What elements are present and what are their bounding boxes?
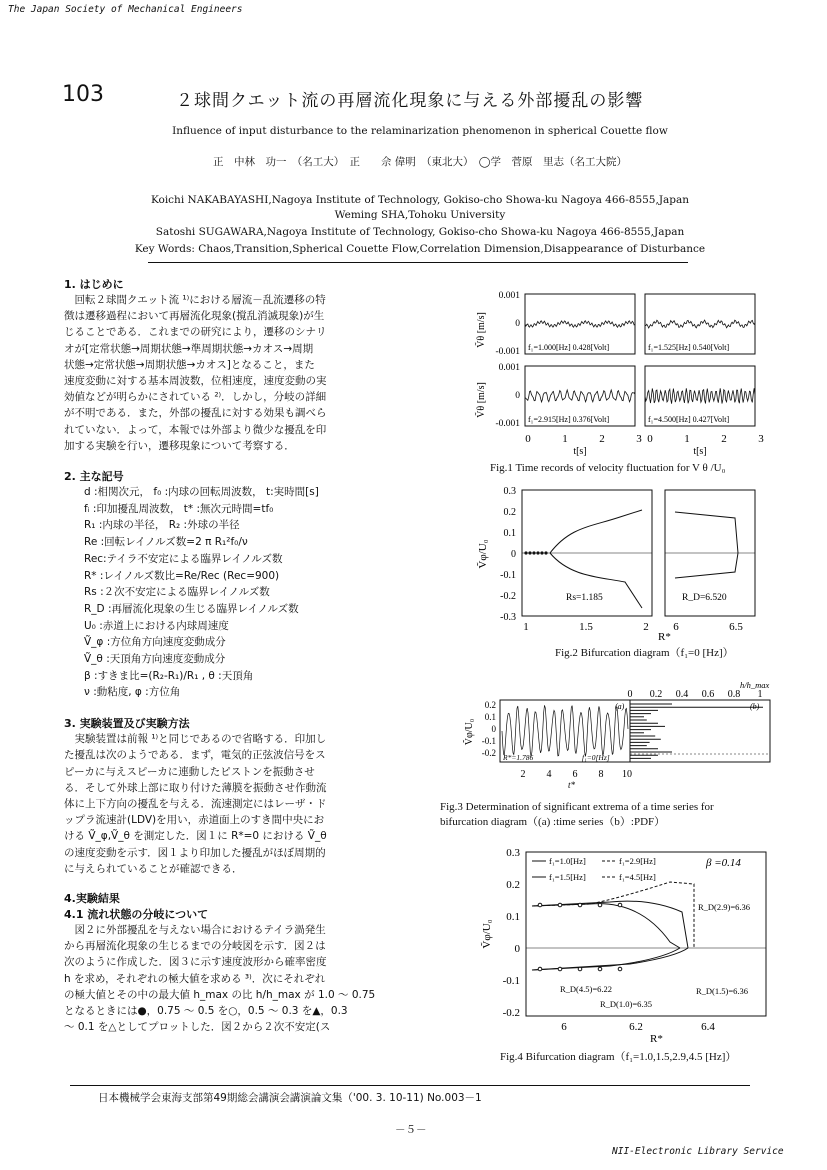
- fig3-y-tick-label: 0.2: [484, 700, 496, 710]
- fig1-panel-label: f₁=1.525[Hz] 0.540[Volt]: [648, 343, 730, 352]
- fig1-x-axis-label: t[s]: [693, 446, 707, 457]
- fig3-r-annotation: R*=1.786: [503, 753, 534, 762]
- section-4-line: 次のように作成した．図３に示す速度波形から確率密度: [64, 956, 327, 969]
- symbol-definition: ν :動粘度, φ :方位角: [84, 686, 181, 699]
- fig4-beta-label: β =0.14: [706, 857, 741, 869]
- symbol-definition: Re :回転レイノルズ数=2 π R₁²f₀/ν: [84, 536, 248, 549]
- footer-rule: [70, 1085, 750, 1086]
- fig3-y-tick-label: -0.2: [481, 748, 496, 758]
- fig3-time-series-line: [502, 705, 628, 756]
- section-1-line: 状態→定常状態→周期状態→カオス]となること，また: [64, 358, 315, 371]
- fig1-x-tick-label: 0: [647, 433, 653, 445]
- fig4-y-tick-label: 0: [514, 943, 520, 955]
- section-1-line: 加する実験を行い，遷移現象について考察する．: [64, 439, 295, 452]
- fig4-x-tick-label: 6.4: [701, 1021, 715, 1033]
- fig4-curve-5: [532, 948, 688, 970]
- fig1-panel-label: f₁=2.915[Hz] 0.376[Volt]: [528, 415, 610, 424]
- fig1-caption: Fig.1 Time records of velocity fluctuation for V θ /U₀: [490, 462, 726, 474]
- section-4-line: 図２に外部擾乱を与えない場合におけるテイラ渦発生: [64, 924, 326, 936]
- section-4-line: から再層流化現象の生じるまでの分岐図を示す．図２は: [64, 940, 326, 953]
- fig2-data-point: [536, 551, 539, 554]
- fig3-top-tick-label: 0: [627, 689, 633, 700]
- fig3-x-axis-label: t*: [568, 780, 576, 790]
- section-3-heading: 3. 実験装置及び実験方法: [64, 717, 190, 731]
- section-3-line: ける Ṽ_φ,Ṽ_θ を測定した．図１に R*=0 における Ṽ_θ: [64, 830, 327, 843]
- fig3-top-axis-label: h/h_max: [740, 680, 770, 690]
- fig4-rd-10-annotation: R_D(1.0)=6.35: [600, 999, 653, 1009]
- fig1-plot: [470, 282, 790, 462]
- fig2-x-axis-label: R*: [658, 631, 671, 643]
- section-2-symbols: [64, 484, 414, 701]
- paper-number: 103: [62, 82, 104, 107]
- fig3-f-annotation: f₁=0[Hz]: [582, 753, 610, 762]
- fig4-y-tick-label: -0.1: [502, 975, 520, 987]
- fig4-caption: Fig.4 Bifurcation diagram（f₁=1.0,1.5,2.9,4.5 [Hz]）: [500, 1051, 737, 1063]
- fig4-data-point: [558, 967, 562, 971]
- fig4-y-axis-label: Ṽφ/U₀: [481, 919, 493, 949]
- fig3-x-tick-label: 2: [520, 769, 526, 780]
- fig4-legend-entry: f₁=4.5[Hz]: [619, 872, 656, 882]
- fig4-data-point: [558, 903, 562, 907]
- fig3-x-tick-label: 8: [598, 769, 604, 780]
- section-4-1-heading: 4.1 流れ状態の分岐について: [64, 908, 209, 921]
- fig2-rd-annotation: R_D=6.520: [682, 593, 727, 603]
- section-3-line: 体に上下方向の擾乱を与える．流速測定にはレーザ・ド: [64, 797, 327, 810]
- fig4-rd-29-annotation: R_D(2.9)=6.36: [698, 902, 751, 912]
- fig2-data-point: [540, 551, 543, 554]
- fig3-caption-line1: Fig.3 Determination of significant extrema of a time series for: [440, 801, 714, 813]
- fig2-data-point: [544, 551, 547, 554]
- fig2-y-tick-label: -0.1: [500, 570, 516, 581]
- fig4-data-point: [578, 903, 582, 907]
- fig2-data-point: [528, 551, 531, 554]
- section-4-body: [64, 922, 414, 1035]
- fig3-caption-line2: bifurcation diagram（(a) :time series（b）:PDF）: [440, 816, 666, 828]
- fig4-data-point: [538, 903, 542, 907]
- proceedings-line: 日本機械学会東海支部第49期総会講演会講演論文集（'00. 3. 10-11) No.003－1: [98, 1092, 482, 1104]
- fig4-y-tick-label: 0.1: [506, 911, 520, 923]
- fig4-plot: [470, 842, 790, 1047]
- fig1-series-line: [525, 321, 635, 328]
- fig1-x-tick-label: 1: [684, 433, 690, 445]
- symbol-definition: Ṽ_φ :方位角方向速度変動成分: [84, 636, 226, 649]
- fig2-rs-annotation: Rs=1.185: [566, 593, 603, 603]
- fig4-data-point: [618, 903, 622, 907]
- fig3-top-tick-label: 0.2: [649, 689, 663, 700]
- fig4-legend-entry: f₁=2.9[Hz]: [619, 856, 656, 866]
- fig4-x-axis-label: R*: [650, 1033, 663, 1045]
- fig1-x-tick-label: 3: [758, 433, 764, 445]
- left-column: [64, 276, 414, 1035]
- paper-title-jp: ２球間クエット流の再層流化現象に与える外部擾乱の影響: [176, 91, 644, 111]
- fig4-data-point: [618, 967, 622, 971]
- fig3-top-tick-label: 0.8: [727, 689, 741, 700]
- fig4-rd-45-annotation: R_D(4.5)=6.22: [560, 984, 613, 994]
- fig3-x-tick-label: 6: [572, 769, 578, 780]
- section-3-line: ップラ流速計(LDV)を用い，赤道面上のすき間中央にお: [64, 814, 325, 827]
- fig1-x-tick-label: 3: [636, 433, 642, 445]
- symbol-definition: β :すきま比=(R₂-R₁)/R₁ , θ :天頂角: [84, 669, 254, 682]
- section-4-heading: 4.実験結果: [64, 892, 120, 905]
- fig4-curve-3: [532, 882, 694, 948]
- fig4-data-point: [538, 967, 542, 971]
- fig2-y-tick-label: 0: [511, 549, 516, 560]
- fig3-top-tick-label: 0.6: [701, 689, 715, 700]
- symbol-definition: R* :レイノルズ数比=Re/Rec (Rec=900): [84, 569, 280, 582]
- fig3-plot: [460, 680, 780, 800]
- fig2-y-tick-label: -0.3: [500, 612, 516, 623]
- symbol-definition: Ṽ_θ :天頂角方向速度変動成分: [84, 653, 226, 666]
- fig3-x-tick-label: 10: [622, 769, 632, 780]
- fig1-series-line: [525, 390, 635, 402]
- fig2-caption: Fig.2 Bifurcation diagram（f₁=0 [Hz]）: [555, 647, 734, 659]
- affiliation-1: Koichi NAKABAYASHI,Nagoya Institute of Technology, Gokiso-cho Showa-ku Nagoya 466-8555,Japan: [150, 194, 690, 206]
- fig3-frame-pdf: [630, 700, 770, 762]
- fig2-x-tick-label: 1.5: [579, 621, 593, 633]
- section-3-line: に与えられていることが確認できる．: [64, 862, 243, 875]
- affiliation-3: Satoshi SUGAWARA,Nagoya Institute of Technology, Gokiso-cho Showa-ku Nagoya 466-8555,Japan: [155, 226, 685, 238]
- section-1-line: オが[定常状態→周期状態→準周期状態→カオス→周期: [64, 342, 314, 355]
- fig4-x-tick-label: 6: [561, 1021, 567, 1033]
- nii-footer: NII-Electronic Library Service: [612, 1146, 784, 1157]
- section-4-line: ～ 0.1 を△としてプロットした．図２から２次不安定(ス: [64, 1021, 331, 1034]
- fig2-y-tick-label: -0.2: [500, 591, 516, 602]
- fig1-x-tick-label: 2: [599, 433, 605, 445]
- fig2-x-tick-label: 6.5: [729, 621, 743, 633]
- section-1-line: 効値などが明らかにされている ²⁾．しかし，分岐の詳細: [64, 391, 327, 404]
- fig2-upper-branch: [550, 510, 642, 553]
- fig1-y-axis-label: Ṽθ [m/s]: [476, 312, 487, 348]
- section-3-line: の速度変動を示す．図１より印加した擾乱がほぼ周期的: [64, 846, 326, 859]
- fig4-rd-15-annotation: R_D(1.5)=6.36: [696, 986, 749, 996]
- fig3-x-tick-label: 4: [546, 769, 552, 780]
- section-1-line: じることである．これまでの研究により，遷移のシナリ: [64, 326, 327, 339]
- fig1-y-tick-label: -0.001: [495, 347, 520, 357]
- symbol-definition: fᵢ :印加擾乱周波数， t* :無次元時間=tf₀: [84, 502, 274, 515]
- fig1-y-tick-label: 0.001: [498, 363, 520, 373]
- fig1-series-line: [645, 388, 755, 403]
- title-rule: [148, 262, 688, 263]
- fig2-x-tick-label: 6: [673, 621, 679, 633]
- section-3-line: 実験装置は前報 ¹⁾と同じであるので省略する．印加し: [64, 733, 327, 746]
- fig4-curve-1: [532, 904, 680, 948]
- section-1-line: が不明である．また，外部の擾乱に対する効果も調べら: [64, 407, 327, 420]
- section-3-line: ピーカに与えスピーカに連動したピストンを振動させ: [64, 765, 315, 778]
- authors-jp: 正 中林 功一 （名工大） 正 佘 偉明 （東北大） ◯学 菅原 里志（名工大院）: [212, 156, 628, 168]
- section-4-line: h を求め，それぞれの極大値を求める ³⁾．次にそれぞれ: [64, 972, 326, 985]
- fig4-legend-entry: f₁=1.5[Hz]: [549, 872, 586, 882]
- section-3-line: た擾乱は次のようである．まず，電気的正弦波信号をス: [64, 749, 326, 762]
- affiliation-2: Weming SHA,Tohoku University: [334, 209, 506, 221]
- section-3-line: る．そして外球上部に取り付けた薄膜を振動させ作動流: [64, 781, 327, 794]
- fig1-y-tick-label: 0.001: [498, 291, 520, 301]
- fig3-y-tick-label: 0.1: [484, 712, 496, 722]
- fig2-data-point: [524, 551, 527, 554]
- symbol-definition: d :相関次元， f₀ :内球の回転周波数， t:実時間[s]: [84, 486, 319, 499]
- section-1-line: れていない．よって，本報では外部より微少な擾乱を印: [64, 423, 327, 436]
- fig1-x-tick-label: 0: [525, 433, 531, 445]
- fig3-y-tick-label: -0.1: [481, 736, 496, 746]
- symbol-definition: Rs :２次不安定による臨界レイノルズ数: [84, 586, 270, 599]
- fig1-panel-label: f₁=4.500[Hz] 0.427[Volt]: [648, 415, 730, 424]
- section-1-line: 徴は遷移過程において再層流化現象(撹乱消滅現象)が生: [64, 310, 325, 323]
- fig2-y-tick-label: 0.1: [503, 528, 516, 539]
- fig3-top-tick-label: 1: [757, 689, 763, 700]
- paper-title-en: Influence of input disturbance to the relaminarization phenomenon in spherical Couette flow: [172, 125, 668, 137]
- fig2-plot: [470, 482, 790, 648]
- fig4-y-tick-label: 0.2: [506, 879, 520, 891]
- section-1-heading: 1. はじめに: [64, 278, 124, 291]
- fig2-lower-branch-right: [675, 553, 738, 578]
- section-1-body: [64, 292, 414, 454]
- fig4-legend-entry: f₁=1.0[Hz]: [549, 856, 586, 866]
- section-4-line: の極大値とその中の最大値 h_max の比 h/h_max が 1.0 ～ 0.75: [64, 988, 376, 1001]
- fig3-y-tick-label: 0: [491, 724, 496, 734]
- section-1-line: 回転２球間クエット流 ¹⁾における層流－乱流遷移の特: [64, 294, 326, 306]
- section-2-heading: 2. 主な記号: [64, 470, 124, 484]
- fig1-y-tick-label: 0: [515, 391, 520, 401]
- fig3-panel-b-label: (b): [750, 702, 760, 711]
- fig1-x-tick-label: 1: [562, 433, 568, 445]
- fig1-y-tick-label: 0: [515, 319, 520, 329]
- section-4-line: となるときには●，0.75 ～ 0.5 を○，0.5 ～ 0.3 を▲，0.3: [64, 1005, 348, 1018]
- page-number: －５－: [395, 1124, 427, 1136]
- fig2-data-point: [532, 551, 535, 554]
- fig2-x-tick-label: 2: [643, 621, 649, 633]
- fig2-y-axis-label: Ṽφ/U₀: [477, 539, 489, 569]
- section-1-line: 速度変動に対する基本周波数，位相速度，速度変動の実: [64, 375, 327, 388]
- fig4-y-tick-label: 0.3: [506, 847, 520, 859]
- fig1-panel-label: f₁=1.000[Hz] 0.428[Volt]: [528, 343, 610, 352]
- fig4-y-tick-label: -0.2: [502, 1007, 520, 1019]
- keywords: Key Words: Chaos,Transition,Spherical Couette Flow,Correlation Dimension,Disappearance of Disturbance: [134, 243, 706, 255]
- symbol-definition: R_D :再層流化現象の生じる臨界レイノルズ数: [84, 602, 299, 615]
- society-header: The Japan Society of Mechanical Engineers: [8, 4, 243, 15]
- fig2-y-tick-label: 0.2: [503, 507, 516, 518]
- fig3-panel-a-label: (a): [615, 702, 625, 711]
- fig2-y-tick-label: 0.3: [503, 486, 516, 497]
- fig4-x-tick-label: 6.2: [629, 1021, 643, 1033]
- fig1-y-axis-label: Ṽθ [m/s]: [476, 382, 487, 418]
- fig2-x-tick-label: 1: [523, 621, 529, 633]
- fig4-curve-2: [532, 901, 688, 948]
- fig4-data-point: [598, 903, 602, 907]
- fig1-series-line: [645, 320, 755, 328]
- section-3-body: [64, 731, 414, 877]
- fig2-upper-branch-right: [675, 512, 738, 553]
- fig1-x-axis-label: t[s]: [573, 446, 587, 457]
- symbol-definition: U₀ :赤道上における内球周速度: [84, 619, 229, 632]
- fig3-top-tick-label: 0.4: [675, 689, 689, 700]
- symbol-definition: R₁ :内球の半径， R₂ :外球の半径: [84, 519, 240, 532]
- fig4-data-point: [598, 967, 602, 971]
- fig1-x-tick-label: 2: [721, 433, 727, 445]
- fig4-data-point: [578, 967, 582, 971]
- symbol-definition: Rec:テイラ不安定による臨界レイノルズ数: [84, 552, 283, 565]
- fig1-y-tick-label: -0.001: [495, 419, 520, 429]
- fig3-y-axis-label: Ṽφ/U₀: [464, 718, 475, 746]
